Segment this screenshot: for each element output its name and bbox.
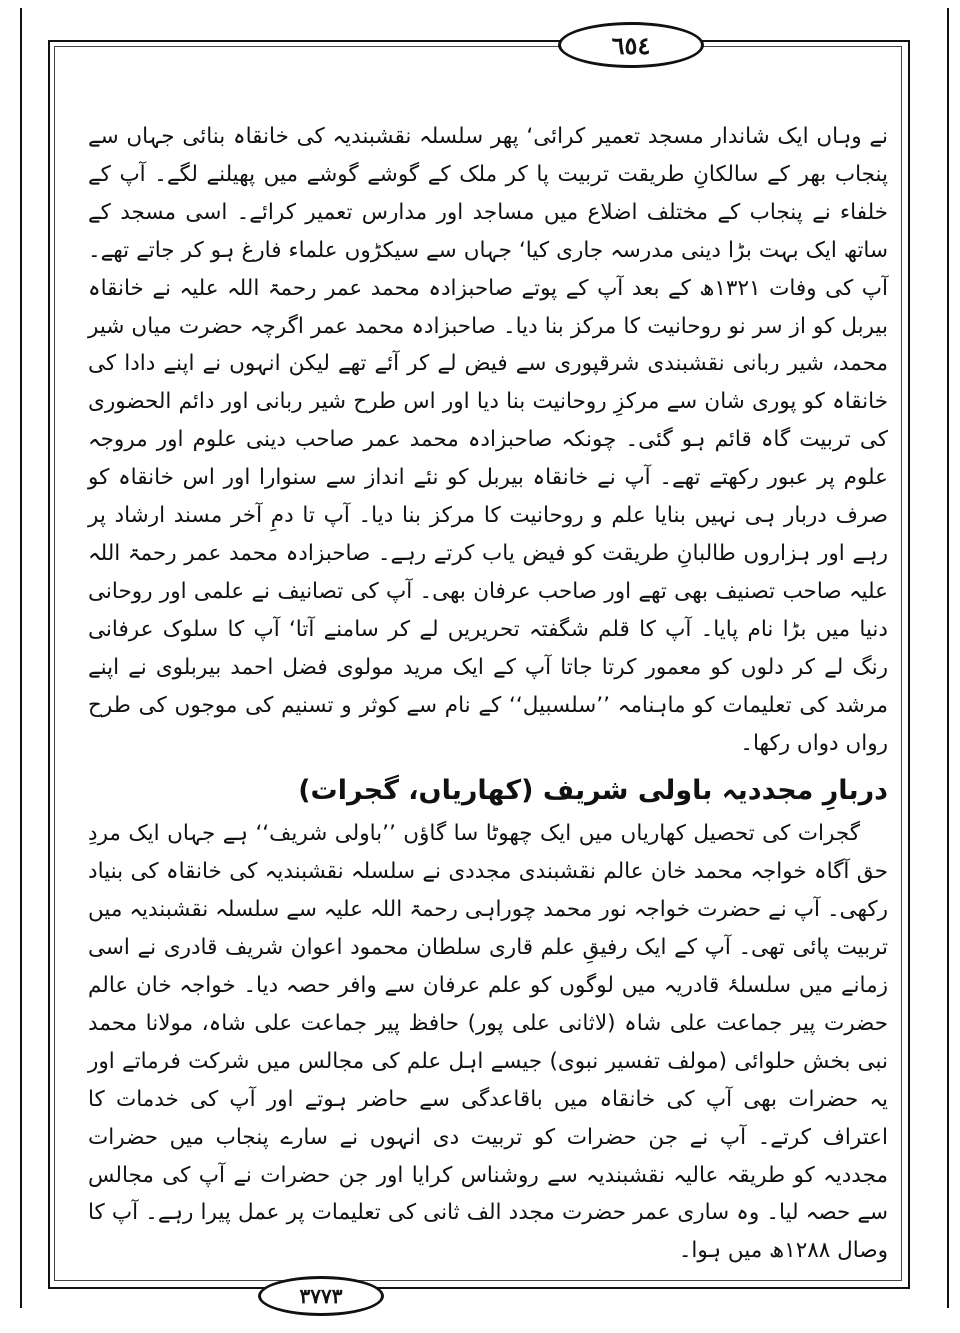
page-number: ٦٥٤ (611, 30, 651, 60)
section-heading: دربارِ مجددیہ باولی شریف (کھاریاں، گجرات) (298, 775, 888, 807)
footer-number: ٣٧٧٣ (299, 1284, 343, 1308)
footer-number-badge (258, 1276, 384, 1316)
page-body (88, 118, 888, 1270)
paragraph-bawli-sharif: گجرات کی تحصیل کھاریاں میں ایک چھوٹا سا گاؤں ’’باولی شریف‘‘ ہے جہاں ایک مردِ حق آگاہ خواجہ محمد خان عالم نقشبندی مجددی نے سلسلہ نقشبندیہ کی خانقاہ کی بنیاد رکھی۔ آپ نے حضرت خواجہ نور محمد چوراہی رحمۃ اللہ علیہ سے سلسلہ نقشبندیہ میں تربیت پائی تھی۔ آپ کے ایک رفیقِ علم قاری سلطان محمود اعوان شریف قادری نے اسی زمانے میں سلسلۂ قادریہ میں لوگوں کو علم عرفان سے وافر حصہ دیا۔ خواجہ خان عالم حضرت پیر جماعت علی شاہ (لاثانی علی پور) حافظ پیر جماعت علی شاہ، مولانا محمد نبی بخش حلوائی (مولف تفسیر نبوی) جیسے اہل علم کی مجالس میں شرکت فرماتے اور یہ حضرات بھی آپ کی خانقاہ میں باقاعدگی سے حاضر ہوتے اور آپ کی خدمات کا اعتراف کرتے۔ آپ نے جن حضرات کو تربیت دی انہوں نے سارے پنجاب میں حضرات مجددیہ کو طریقہ عالیہ نقشبندیہ سے روشناس کرایا اور جن حضرات نے آپ کی مجالس سے حصہ لیا۔ وہ ساری عمر حضرت مجدد الف ثانی کی تعلیمات پر عمل پیرا رہے۔ آپ کا وصال ۱۲۸۸ھ میں ہوا۔ (88, 821, 888, 1264)
paragraph-intro: نے وہاں ایک شاندار مسجد تعمیر کرائی‘ پھر سلسلہ نقشبندیہ کی خانقاہ بنائی جہاں سے پنجاب بھر کے سالکانِ طریقت تربیت پا کر ملک کے گوشے گوشے میں پھیلنے لگے۔ آپ کے خلفاء نے پنجاب کے مختلف اضلاع میں مساجد اور مدارس تعمیر کرائے۔ اسی مسجد کے ساتھ ایک بہت بڑا دینی مدرسہ جاری کیا‘ جہاں سے سیکڑوں علماء فارغ ہو کر جاتے تھے۔ آپ کی وفات ۱۳۲۱ھ کے بعد آپ کے پوتے صاحبزادہ محمد عمر رحمۃ اللہ علیہ نے خانقاہ بیربل کو از سر نو روحانیت کا مرکز بنا دیا۔ صاحبزادہ محمد عمر اگرچہ حضرت میاں شیر محمد، شیر ربانی نقشبندی شرقپوری سے فیض لے کر آئے تھے لیکن انہوں نے اپنے دادا کی خانقاہ کو پوری شان سے مرکزِ روحانیت بنا دیا اور اس طرح شیر ربانی اور دائم الحضوری کی تربیت گاہ قائم ہو گئی۔ چونکہ صاحبزادہ محمد عمر صاحب دینی علوم اور مروجہ علوم پر عبور رکھتے تھے۔ آپ نے خانقاہ بیربل کو نئے انداز سے سنوارا اور اس خانقاہ کو صرف دربار ہی نہیں بنایا علم و روحانیت کا مرکز بنا دیا۔ آپ تا دمِ آخر مسند ارشاد پر رہے اور ہزاروں طالبانِ طریقت کو فیض یاب کرتے رہے۔ صاحبزادہ محمد عمر رحمۃ اللہ علیہ صاحب تصنیف بھی تھے اور صاحب عرفان بھی۔ آپ کی تصانیف نے علمی اور روحانی دنیا میں بڑا نام پایا۔ آپ کا قلم شگفتہ تحریریں لے کر سامنے آتا‘ آپ کا سلوک عرفانی رنگ لے کر دلوں کو معمور کرتا جاتا آپ کے ایک مرید مولوی فضل احمد بیربلوی نے اپنے مرشد کی تعلیمات کو ماہنامہ ’’سلسبیل‘‘ کے نام سے کوثر و تسنیم کی موجوں کی طرح رواں دواں رکھا۔ (88, 124, 888, 756)
page-number-badge (558, 22, 704, 68)
